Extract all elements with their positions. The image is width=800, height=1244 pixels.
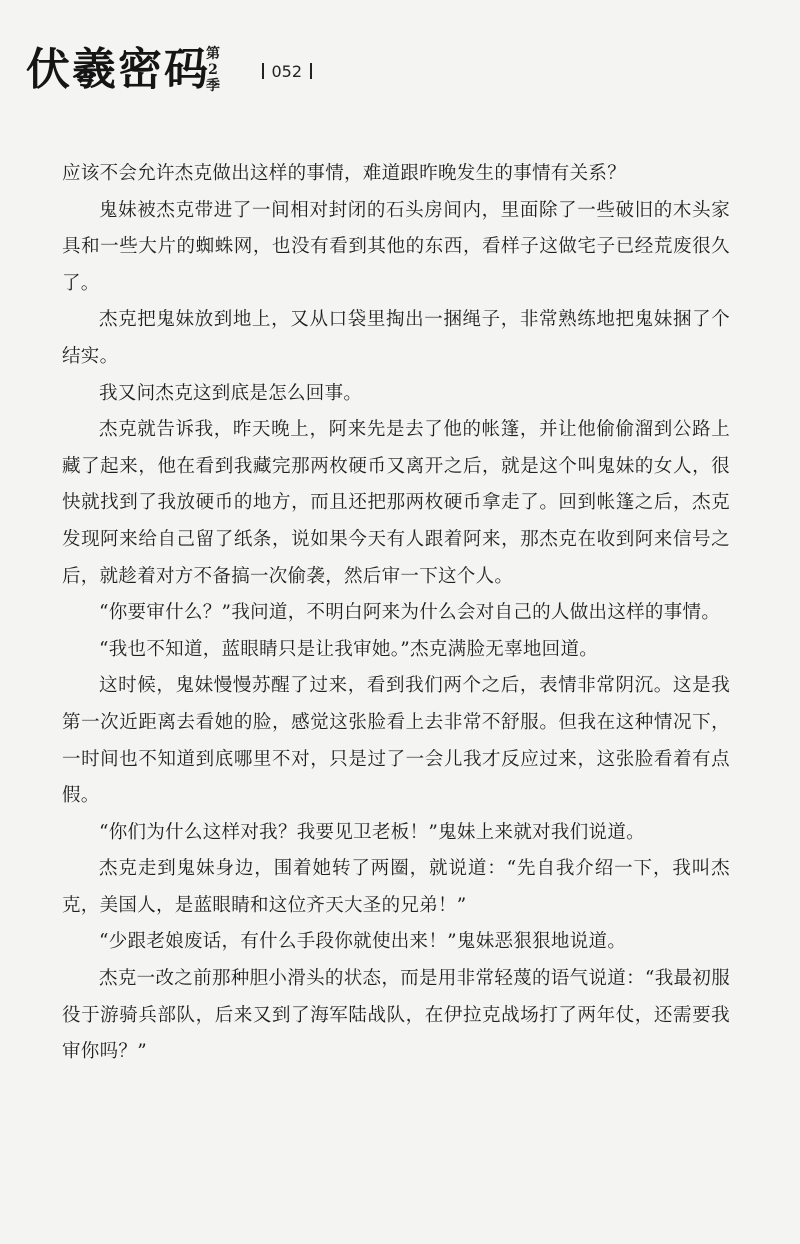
paragraph: “少跟老娘废话，有什么手段你就使出来！”鬼妹恶狠狠地说道。 <box>99 931 627 953</box>
page-header <box>0 0 800 120</box>
page-number: 052 <box>271 62 303 81</box>
paragraph: 我又问杰克这到底是怎么回事。 <box>99 382 363 404</box>
paragraph: “我也不知道，蓝眼睛只是让我审她。”杰克满脸无辜地回道。 <box>99 638 599 660</box>
paragraph: 杰克走到鬼妹身边，围着她转了两圈，就说道：“先自我介绍一下，我叫杰克，美国人，是蓝眼睛和这位齐天大圣的兄弟！” <box>62 858 730 916</box>
page-number-block <box>254 62 320 82</box>
paragraph: “你要审什么？”我问道，不明白阿来为什么会对自己的人做出这样的事情。 <box>99 602 721 624</box>
paragraph-continued: 应该不会允许杰克做出这样的事情，难道跟昨晚发生的事情有关系？ <box>62 163 627 184</box>
paragraph: 鬼妹被杰克带进了一间相对封闭的石头房间内，里面除了一些破旧的木头家具和一些大片的蜘蛛网，也没有看到其他的东西，看样子这做宅子已经荒废很久了。 <box>62 199 730 294</box>
page-number-divider-right <box>310 63 312 79</box>
body-text <box>62 156 730 1071</box>
paragraph: 杰克就告诉我，昨天晚上，阿来先是去了他的帐篷，并让他偷偷溜到公路上藏了起来，他在看到我藏完那两枚硬币又离开之后，就是这个叫鬼妹的女人，很快就找到了我放硬币的地方，而且还把那两枚硬币拿走了。回到帐篷之后，杰克发现阿来给自己留了纸条，说如果今天有人跟着阿来，那杰克在收到阿来信号之后，就趁着对方不备搞一次偷袭，然后审一下这个人。 <box>62 419 730 587</box>
paragraph: 这时候，鬼妹慢慢苏醒了过来，看到我们两个之后，表情非常阴沉。这是我第一次近距离去看她的脸，感觉这张脸看上去非常不舒服。但我在这种情况下，一时间也不知道到底哪里不对，只是过了一会儿我才反应过来，这张脸看着有点假。 <box>62 675 730 807</box>
page-number-divider-left <box>262 63 264 79</box>
paragraph: “你们为什么这样对我？我要见卫老板！”鬼妹上来就对我们说道。 <box>99 821 645 843</box>
book-title: 伏羲密码 <box>26 44 210 95</box>
paragraph: 杰克把鬼妹放到地上，又从口袋里掏出一捆绳子，非常熟练地把鬼妹捆了个结实。 <box>62 309 730 367</box>
season-label: 第2季 <box>206 46 220 94</box>
paragraph: 杰克一改之前那种胆小滑头的状态，而是用非常轻蔑的语气说道：“我最初服役于游骑兵部队，后来又到了海军陆战队，在伊拉克战场打了两年仗，还需要我审你吗？” <box>62 968 730 1063</box>
